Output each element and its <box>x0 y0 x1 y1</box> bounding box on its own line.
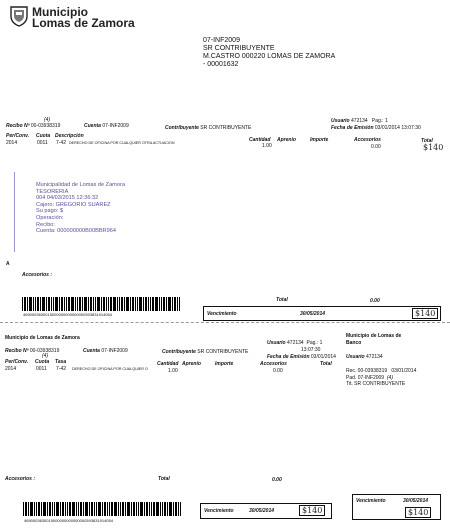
top-usuario-label: Usuario <box>331 118 350 124</box>
bottom-row-year: 2014 <box>5 366 17 372</box>
bottom-barcode <box>23 502 181 516</box>
bottom-usuario-value: 472134 <box>287 340 304 346</box>
top-row-code: 0011 <box>37 140 48 146</box>
top-col-descripcion: Descripción <box>55 133 84 139</box>
bottom-vencimiento-box <box>200 503 332 519</box>
bottom-side-usuario <box>346 354 383 360</box>
top-col-cantidad: Cantidad <box>249 137 271 143</box>
bottom-small-note: (4) <box>42 353 49 359</box>
bottom-cuenta-value: 07-INF2009 <box>101 348 128 354</box>
mid-vencimiento-handwritten: $140 <box>412 308 438 319</box>
bottom-contribuyente <box>162 349 248 355</box>
bottom-row-code: 0011 <box>36 366 47 372</box>
bottom-pag-label: Pag.: <box>306 340 319 346</box>
bottom-fecha-value: 03/01/2014 <box>310 354 336 360</box>
stamp-line-4: Cajero: GREGORIO SUAREZ <box>36 201 111 208</box>
top-row-desc: DERECHO DE OFICINA POR CUALQUIER OTRA ACTUACION <box>69 141 175 145</box>
top-cuenta-label: Cuenta <box>84 123 101 129</box>
top-cuenta <box>84 123 129 129</box>
bottom-contribuyente-value: SR CONTRIBUYENTE <box>197 349 249 355</box>
top-contribuyente-label: Contribuyente <box>165 125 199 131</box>
top-barcode <box>22 297 180 311</box>
top-fecha-value: 03/01/2014 <box>374 125 400 131</box>
top-small-note: (4) <box>44 117 51 123</box>
top-col-accesorios: Accesorios <box>354 137 381 143</box>
stamp-bracket-line <box>14 172 15 252</box>
bottom-header-left: Municipio de Lomas de Zamora <box>5 335 80 341</box>
stamp-line-7: Recibo: <box>36 221 55 228</box>
mid-total-label: Total <box>276 297 288 303</box>
bottom-cuenta <box>83 348 128 354</box>
bottom-side-rec-value: 00-03938319 <box>357 368 388 374</box>
bottom-side-tit-label: Tit. <box>346 381 353 387</box>
bottom-side-title1: Municipio de Lomas de <box>346 333 402 339</box>
mid-vencimiento-value: 30/05/2014 <box>300 311 326 317</box>
bottom-row-tasa: 7-42 <box>56 366 67 372</box>
top-fecha <box>331 125 421 131</box>
mid-vencimiento-label: Vencimiento <box>207 311 237 317</box>
bottom-side-pad-label: Pad. <box>346 375 357 381</box>
bottom-side-usuario-label: Usuario <box>346 354 365 360</box>
top-col-importe: Importe <box>310 137 329 143</box>
logo-title-line1: Municipio <box>32 5 88 19</box>
bottom-col-cantidad: Cantidad <box>157 361 179 367</box>
bottom-row-accesorios: 0.00 <box>273 368 283 374</box>
top-row-total-handwritten: $140 <box>423 143 444 152</box>
bottom-fecha <box>267 354 336 360</box>
top-usuario-value: 472134 <box>351 118 368 124</box>
bottom-hora-value: 13:07:30 <box>301 347 321 353</box>
stamp-line-2: TESORERIA <box>36 188 69 195</box>
top-row-cantidad: 1.00 <box>262 143 272 149</box>
top-pag-label: Pag.: <box>371 118 384 124</box>
top-fecha-label: Fecha de Emisión <box>331 125 374 131</box>
address-line3: M.CASTRO 000220 LOMAS DE ZAMORA <box>203 53 336 60</box>
bottom-fecha-label: Fecha de Emisión <box>267 354 310 360</box>
side-vencimiento-handwritten: $140 <box>405 507 431 518</box>
side-vencimiento-value: 30/05/2014 <box>403 498 429 504</box>
bottom-vencimiento-label: Vencimiento <box>204 508 234 514</box>
top-contribuyente-value: SR CONTRIBUYENTE <box>200 125 252 131</box>
side-vencimiento-box <box>352 494 441 520</box>
bottom-recibo <box>5 348 59 354</box>
bottom-side-tit <box>346 381 405 387</box>
bottom-side-rec-date: 03/01/2014 <box>391 368 417 374</box>
shield-logo-icon <box>8 5 30 27</box>
bottom-side-rec-label: Rec. <box>346 368 357 374</box>
bottom-side-title2: Banco <box>346 340 362 346</box>
top-contribuyente <box>165 125 251 131</box>
top-recibo-label: Recibo Nº <box>6 123 30 129</box>
bottom-barcode-number: 4690003630015000000000000000393831914054 <box>24 518 113 523</box>
top-hora-value: 13:07:30 <box>401 125 421 131</box>
top-col-cuota: Cuota <box>36 133 51 139</box>
barcode-graphic <box>22 297 180 311</box>
bottom-cuenta-label: Cuenta <box>83 348 100 354</box>
mid-accesorios-label: Accesorios : <box>22 272 53 278</box>
bottom-row-desc: DERECHO DE OFICINA POR CUALQUIER O <box>72 367 148 371</box>
side-vencimiento-label: Vencimiento <box>356 498 386 504</box>
bottom-total-value: 0.00 <box>272 477 282 483</box>
stamp-line-8: Cuenta: 000000000B00BBR964 <box>36 228 116 235</box>
top-recibo-value: 00-03938319 <box>30 123 61 129</box>
bottom-recibo-value: 00-03938319 <box>29 348 60 354</box>
top-col-aprenio: Aprenio <box>277 137 296 143</box>
address-line2: SR CONTRIBUYENTE <box>203 45 275 52</box>
bottom-side-pad-value: 07-INF2009 <box>357 375 385 381</box>
municipio-logo <box>8 5 30 27</box>
top-row-year: 2014 <box>6 140 18 146</box>
top-row-accesorios: 0.00 <box>371 144 381 150</box>
top-col-total: Total <box>421 138 433 144</box>
bottom-usuario <box>267 340 322 346</box>
stamp-line-5: Su pago: $ <box>36 208 64 215</box>
cut-line <box>0 322 450 323</box>
bottom-recibo-label: Recibo Nº <box>5 348 29 354</box>
stamp-line-3: 004 04/03/2015 12:36:32 <box>36 195 99 202</box>
bottom-contribuyente-label: Contribuyente <box>162 349 196 355</box>
top-barcode-number: 4690003630015000000000000000393831914054 <box>23 312 112 317</box>
bottom-col-cuota: Cuota <box>35 359 50 365</box>
top-cuenta-value: 07-INF2009 <box>102 123 129 129</box>
bottom-side-rec <box>346 368 416 374</box>
top-pag-value: 1 <box>384 118 388 124</box>
bottom-pag-value: 1 <box>319 340 323 346</box>
mid-total-value: 0.00 <box>370 298 380 304</box>
bottom-row-cantidad: 1.00 <box>168 368 178 374</box>
bottom-side-usuario-value: 472134 <box>366 354 383 360</box>
top-col-per-conv: Per/Conv. <box>6 133 30 139</box>
top-row-tasa: 7-42 <box>56 140 67 146</box>
bottom-col-tasa: Tasa <box>55 359 67 365</box>
address-line4: - 00001632 <box>203 61 239 68</box>
bottom-col-importe: Importe <box>215 361 234 367</box>
bottom-col-aprenio: Aprenio <box>182 361 201 367</box>
bottom-accesorios-label: Accesorios : <box>5 476 36 482</box>
top-usuario <box>331 118 388 124</box>
bottom-col-per-conv: Per/Conv. <box>5 359 29 365</box>
bottom-col-total: Total <box>320 361 332 367</box>
bottom-vencimiento-handwritten: $140 <box>299 505 325 516</box>
stamp-line-1: Municipalidad de Lomas de Zamora <box>36 182 125 188</box>
bottom-vencimiento-value: 30/05/2014 <box>249 508 275 514</box>
mid-marker: A <box>6 261 10 267</box>
logo-title-line2: Lomas de Zamora <box>32 16 135 30</box>
bottom-side-pad-note: (4) <box>386 375 393 381</box>
address-line1: 07-INF2009 <box>203 37 240 44</box>
mid-vencimiento-box <box>203 306 441 321</box>
stamp-line-6: Operación: <box>36 214 64 221</box>
bottom-total-label: Total <box>158 476 170 482</box>
bottom-usuario-label: Usuario <box>267 340 286 346</box>
payment-stamp <box>36 182 125 235</box>
bottom-side-tit-value: SR CONTRIBUYENTE <box>354 381 406 387</box>
barcode-graphic-bottom <box>23 502 181 516</box>
top-recibo <box>6 123 60 129</box>
bottom-col-accesorios: Accesorios <box>260 361 287 367</box>
